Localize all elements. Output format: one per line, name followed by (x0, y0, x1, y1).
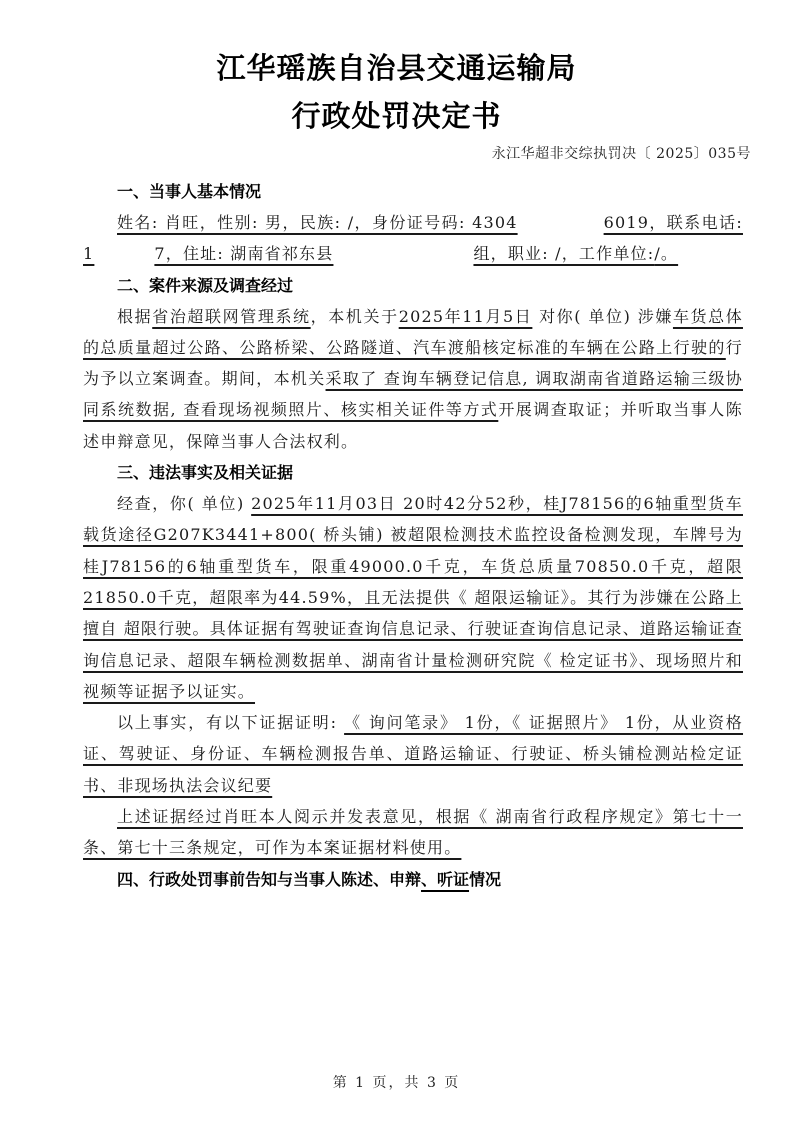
party-id-tail: 6019，联系电 (603, 213, 719, 232)
case-source-text: 根据 (117, 306, 153, 326)
party-phone: 话: 1 (83, 213, 743, 264)
investigation-methods: 采取了 查询车辆登记信息, 调取湖南省道路运输三级协同系统数据, 查看现场视频照片、核实相关证件等方式 (83, 369, 743, 420)
evidence-review-paragraph (83, 801, 743, 864)
party-info-paragraph (83, 207, 743, 270)
case-source-paragraph (83, 301, 743, 457)
party-address: 7，住址: 湖南省祁东县 (154, 244, 334, 264)
party-employer: /。 (654, 244, 679, 264)
party-occupation: 组，职业: /，工作单位: (473, 244, 655, 264)
evidence-review-text: 上述证据经过肖旺本人阅示并发表意见，根据《 湖南省行政程序规定》第七十一条、第七十三条规定，可作为本案证据材料使用。 (83, 807, 743, 858)
section-4-heading-hearing: 、听证 (421, 869, 470, 889)
case-source-text: ，本机关于 (310, 306, 399, 326)
section-4-heading (83, 864, 743, 895)
case-source-text: 行为予以立案调查。期间，本机关 (83, 337, 743, 389)
party-name-id: 姓名: 肖旺，性别: 男，民族: /，身份证号码: 4304 (117, 213, 518, 232)
document-number: 永江华超非交综执罚决〔 2025〕035号 (491, 146, 751, 162)
violation-facts-detail: 2025年11月03日 20时42分52秒，桂J78156的6轴重型货车载货途径G207K3441+800( 桥头铺) 被超限检测技术监控设备检测发现，车牌号为桂J78156的6轴重型货车，限重49000.0千克，车货总质量70850.0千克，超限21850.0千克，超限率为44.59%，且无法提供《 超限运输证》。其行为涉嫌在公路上擅自 超限行驶。具体证据有驾驶证查询信息记录、行驶证查询信息记录、道路运输证查询信息记录、超限车辆检测数据单、湖南省计量检测研究院《 检定证书》、现场照片和视频等证据予以证实。 (83, 494, 743, 701)
evidence-list-items: 《 询问笔录》 1份，《 证据照片》 1份，从业资格证、驾驶证、身份证、车辆检测报告单、道路运输证、行驶证、桥头铺检测站检定证书、非现场执法会议纪要 (83, 713, 744, 795)
section-3-heading: 三、违法事实及相关证据 (117, 463, 294, 483)
case-source-text: 开展调查取证；并听取当事人陈述申辩意见，保障当事人合法权利。 (83, 400, 743, 451)
case-source-text: 对你( 单位) 涉嫌 (532, 306, 673, 326)
case-suspected-violation: 车货总体的总质量超过公路、公路桥梁、公路隧道、汽车渡船核定标准的车辆在公路上行驶的 (83, 306, 743, 357)
page-indicator: 第 1 页，共 3 页 (332, 1075, 461, 1091)
section-1-heading: 一、当事人基本情况 (117, 182, 262, 201)
section-4-heading-tail: 情况 (469, 869, 502, 889)
case-filing-date: 2025年11月5日 (398, 306, 533, 326)
agency-title: 江华瑶族自治县交通运输局 (216, 51, 577, 85)
violation-facts-paragraph (83, 488, 743, 707)
document-title: 行政处罚决定书 (291, 99, 502, 133)
evidence-list-paragraph (83, 707, 743, 801)
case-source-system: 省治超联网管理系统 (152, 306, 311, 326)
document-body (83, 176, 743, 895)
party-info-underlined (83, 213, 743, 263)
section-2-heading: 二、案件来源及调查经过 (117, 275, 294, 295)
evidence-list-intro: 以上事实，有以下证据证明: (117, 713, 345, 733)
section-4-heading-text: 四、行政处罚事前告知与当事人陈述、申辩 (117, 869, 422, 889)
violation-facts-text: 经查，你( 单位) (117, 494, 252, 514)
